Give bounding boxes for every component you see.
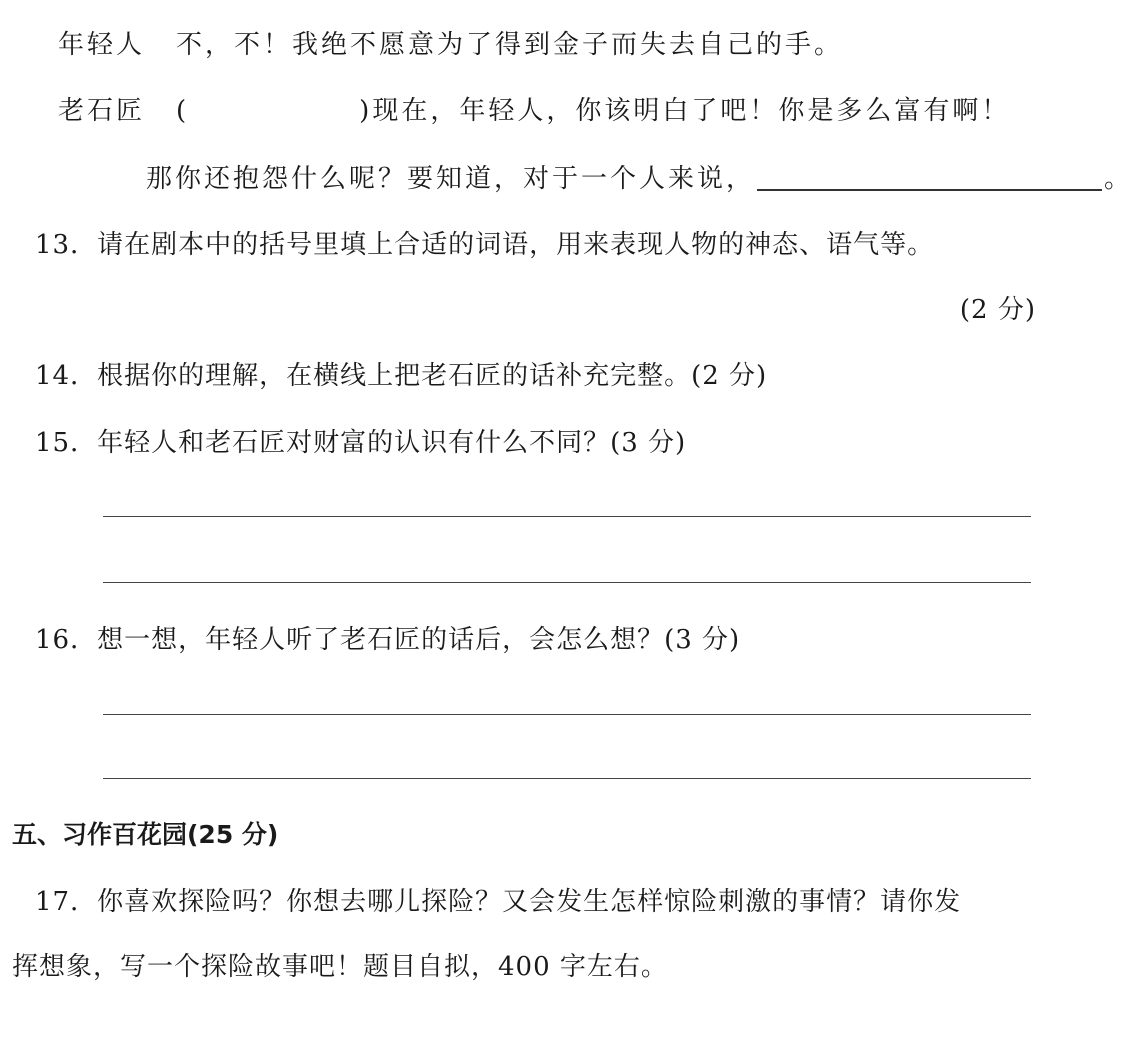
- paren-close: ): [359, 96, 373, 126]
- dialogue-line-young-man: [58, 28, 843, 62]
- sentence-end: 。: [1104, 164, 1133, 194]
- answer-line[interactable]: [103, 778, 1031, 779]
- dialogue-text: 现在，年轻人，你该明白了吧！你是多么富有啊！: [372, 96, 1011, 126]
- question-13-score: (2 分): [959, 295, 1036, 325]
- section-heading: 五、习作百花园(25 分): [12, 820, 279, 849]
- dialogue-line-old-mason: [58, 94, 1010, 128]
- dialogue-line-continuation: [146, 162, 1133, 196]
- question-14: 14．根据你的理解，在横线上把老石匠的话补充完整。(2 分): [35, 361, 768, 391]
- paren-open: (: [176, 96, 190, 126]
- question-13: 13．请在剧本中的括号里填上合适的词语，用来表现人物的神态、语气等。: [35, 230, 935, 260]
- question-15: 15．年轻人和老石匠对财富的认识有什么不同？(3 分): [35, 428, 687, 458]
- question-17-line-2: 挥想象，写一个探险故事吧！题目自拟，400 字左右。: [12, 952, 668, 982]
- dialogue-text: 那你还抱怨什么呢？要知道，对于一个人来说，: [146, 164, 756, 194]
- role-name: 年轻人: [58, 30, 146, 60]
- question-17-line-1: 17．你喜欢探险吗？你想去哪儿探险？又会发生怎样惊险刺激的事情？请你发: [35, 887, 962, 917]
- question-16: 16．想一想，年轻人听了老石匠的话后，会怎么想？(3 分): [35, 625, 741, 655]
- answer-line[interactable]: [103, 516, 1031, 517]
- dialogue-text: 不，不！我绝不愿意为了得到金子而失去自己的手。: [176, 30, 844, 60]
- fill-in-blank-line[interactable]: [757, 189, 1102, 191]
- answer-line[interactable]: [103, 582, 1031, 583]
- answer-line[interactable]: [103, 714, 1031, 715]
- role-name: 老石匠: [58, 96, 146, 126]
